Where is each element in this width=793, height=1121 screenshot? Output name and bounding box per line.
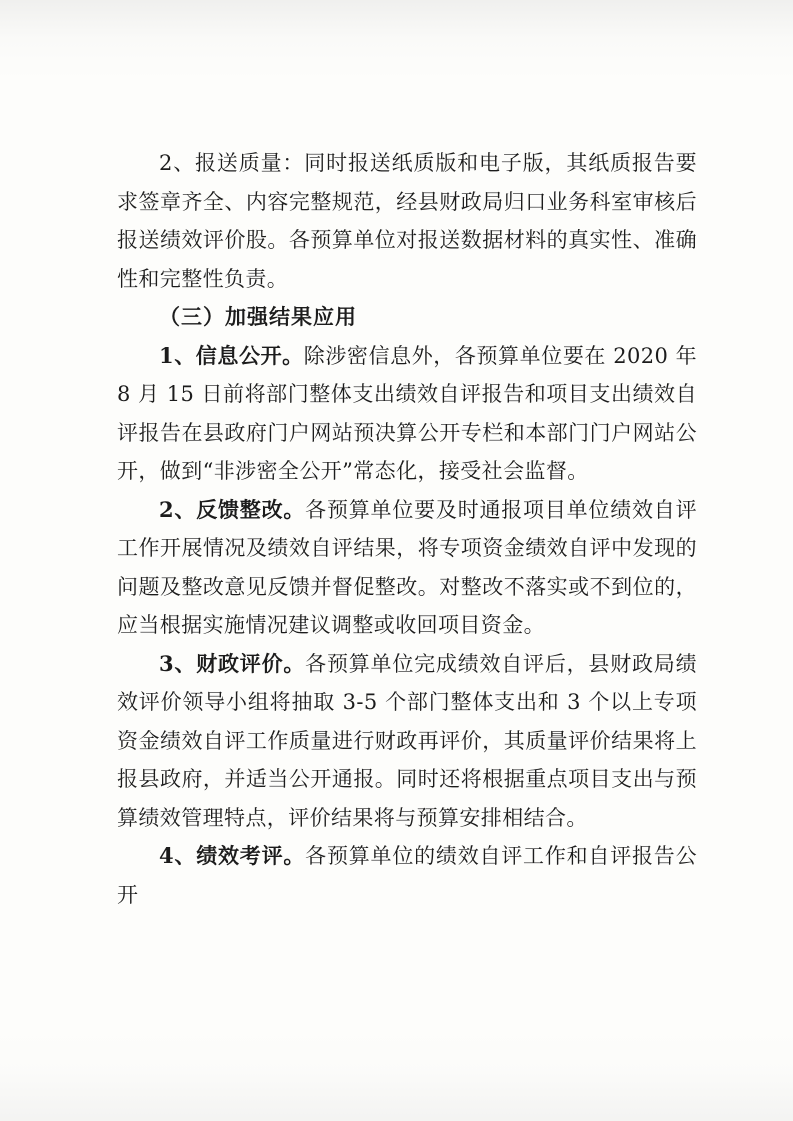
scan-shadow-bottom [0,1031,793,1121]
scan-shadow-top [0,0,793,80]
paragraph-performance-assessment [117,837,697,914]
paragraph-financial-evaluation [117,645,697,838]
paragraph-body: 各预算单位完成绩效自评后，县财政局绩效评价领导小组将抽取 3-5 个部门整体支出和 3 个以上专项资金绩效自评工作质量进行财政再评价，其质量评价结果将上报县政府，并适当公开通报。同时还将根据重点项目支出与预算绩效管理特点，评价结果将与预算安排相结合。 [117,651,697,830]
paragraph-info-disclosure [117,337,697,491]
paragraph-lead: 2、反馈整改。 [159,496,306,522]
paragraph-body: 各预算单位的绩效自评工作和自评报告公开 [117,844,697,907]
paragraph-lead: 3、财政评价。 [159,650,306,676]
section-heading: （三）加强结果应用 [159,305,357,329]
document-page [117,144,697,914]
paragraph-body: 各预算单位要及时通报项目单位绩效自评工作开展情况及绩效自评结果，将专项资金绩效自评中发现的问题及整改意见反馈并督促整改。对整改不落实或不到位的，应当根据实施情况建议调整或收回项目资金。 [117,497,697,637]
paragraph-lead: 4、绩效考评。 [159,843,306,868]
paragraph-body: 除涉密信息外，各预算单位要在 2020 年 8 月 15 日前将部门整体支出绩效自评报告和项目支出绩效自评报告在县政府门户网站预决算公开专栏和本部门门户网站公开，做到“非涉密全公开”常态化，接受社会监督。 [117,343,697,483]
paragraph-report-quality: 2、报送质量：同时报送纸质版和电子版，其纸质报告要求签章齐全、内容完整规范，经县财政局归口业务科室审核后报送绩效评价股。各预算单位对报送数据材料的真实性、准确性和完整性负责。 [117,151,697,291]
paragraph-lead: 1、信息公开。 [159,342,304,368]
paragraph-feedback-rectification [117,491,697,645]
